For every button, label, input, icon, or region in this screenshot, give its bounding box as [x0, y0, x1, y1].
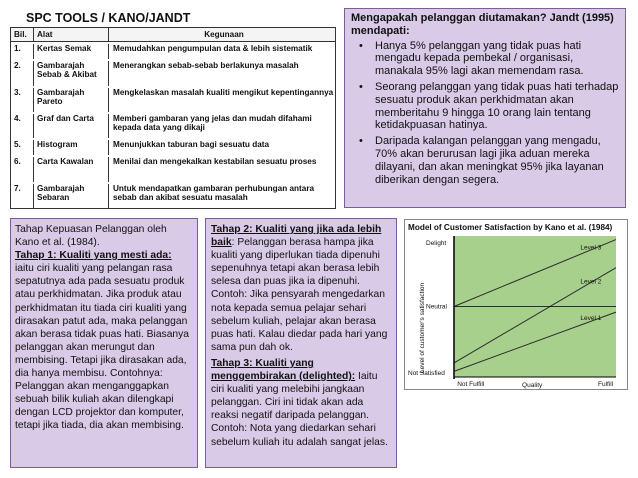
row-tool: Gambarajah Sebaran — [34, 184, 109, 208]
row-tool: Histogram — [34, 140, 109, 155]
row-use: Untuk mendapatkan gambaran perhubungan antara sebab dan akibat sesuatu masalah — [113, 183, 315, 202]
row-tool: Carta Kawalan — [34, 157, 109, 181]
page-title: SPC TOOLS / KANO/JANDT — [26, 11, 191, 25]
header-alat: Alat — [34, 28, 109, 41]
header-kegunaan: Kegunaan — [204, 30, 244, 39]
header-bil: Bil. — [11, 28, 34, 41]
chart-title: Model of Customer Satisfaction by Kano et al. (1984) — [408, 223, 613, 232]
row-tool: Gambarajah Pareto — [34, 88, 109, 112]
table-header — [11, 28, 335, 42]
row-tool: Gambarajah Sebab & Akibat — [34, 61, 109, 85]
stage1-title: Tahap 1: Kualiti yang mesti ada: — [15, 250, 172, 262]
list-item: • Daripada kalangan pelanggan yang mengadu, 70% akan berurusan lagi jika aduan mereka dilayani, dan akan meningkat 95% jika layanan diberikan dengan segera. — [351, 135, 619, 186]
row-use: Menunjukkan taburan bagi sesuatu data — [113, 140, 270, 150]
row-use: Menerangkan sebab-sebab berlakunya masalah — [113, 61, 299, 71]
row-use: Memudahkan pengumpulan data & lebih sistematik — [113, 44, 313, 53]
y-axis-label: Level of customer's satisfaction — [419, 282, 426, 373]
kano-stage2-3-box — [205, 218, 397, 468]
table-row — [11, 86, 335, 112]
row-number: 1. — [11, 44, 34, 59]
jandt-heading: Mengapakah pelanggan diutamakan? Jandt (1995) mendapati: — [351, 12, 614, 37]
series-label: Level 2 — [580, 278, 602, 286]
kano-model-chart — [404, 219, 628, 390]
stage2-text — [211, 223, 391, 354]
table-row — [11, 182, 335, 208]
table-row — [11, 155, 335, 181]
stage3-text — [211, 357, 391, 449]
row-use: Menilai dan mengekalkan kestabilan sesuatu proses — [113, 157, 317, 167]
stage2-title: Tahap 2: Kualiti yang jika ada lebih baik — [211, 224, 382, 249]
jandt-bullet-list — [351, 40, 619, 187]
table-row — [11, 59, 335, 85]
list-item: • Hanya 5% pelanggan yang tidak puas hati mengadu kepada pembekal / organisasi, manakala 95% lagi akan memendam rasa. — [351, 40, 619, 78]
stage1-body: iaitu ciri kualiti yang pelangan rasa sepatutnya ada pada sesuatu produk atau perkhidmatan. Jika produk atau perkhidmatan itu tiada ciri kualiti yang dirasakan patut ada, maka pelanggan akan berasa tidak puas hati. Biasanya pelanggan akan merungut dan membising. Tetapi jika dirasakan ada, dia hanya membisu. Contohnya: Pelanggan akan menganggapkan sebuah bilik kuliah akan dilengkapi dengan LCD projektor dan komputer, tetapi jika tiada, dia akan membising. — [15, 263, 190, 432]
series-label: Level 3 — [580, 244, 602, 252]
table-row — [11, 112, 335, 138]
stage2-body: : Pelanggan berasa hampa jika kualiti yang diperlukan tiada dipenuhi sepenuhnya tetapi akan berasa lebih selesa dan puas jika ia dipenuhi. Contoh: Jika pensyarah mengedarkan nota kepada semua pelajar sehari sebelum kuliah, pelajar akan berasa puas hati. Kalau diedar pada hari yang sama pun dah ok. — [211, 237, 388, 353]
stage3-body: Iaitu ciri kualiti yang melebihi jangkaan pelanggan. Ciri ini tidak akan ada reaksi negatif daripada pelanggan. Contoh: Nota yang diedarkan sehari sebelum kuliah itu adalah sangat jelas. — [211, 371, 388, 448]
row-number: 4. — [11, 114, 34, 138]
y-tick-label: Neutral — [426, 303, 447, 311]
row-number: 5. — [11, 140, 34, 155]
list-item: • Seorang pelanggan yang tidak puas hati terhadap sesuatu produk akan perkhidmatan akan memberitahu 9 hingga 10 orang lain tentang ketidakpuasan hatinya. — [351, 81, 619, 132]
series-label: Level 1 — [580, 315, 602, 323]
row-tool: Graf dan Carta — [34, 114, 109, 138]
x-axis-label: Quality — [522, 382, 543, 389]
y-tick-label: Delight — [426, 240, 447, 248]
row-number: 3. — [11, 88, 34, 112]
table-row — [11, 138, 335, 155]
y-tick-label: Not Satisfied — [408, 370, 445, 377]
x-tick-label: Fulfill — [598, 381, 614, 388]
row-use: Memberi gambaran yang jelas dan mudah difahami kepada data yang dikaji — [113, 113, 312, 132]
row-number: 6. — [11, 157, 34, 181]
row-number: 7. — [11, 184, 34, 208]
row-tool: Kertas Semak — [34, 44, 109, 59]
x-tick-label: Not Fulfill — [457, 381, 485, 388]
row-use: Mengkelaskan masalah kualiti mengikut kepentingannya — [113, 87, 334, 97]
stage3-title: Tahap 3: Kualiti yang menggembirakan (delighted): — [211, 357, 356, 383]
jandt-findings-box — [344, 8, 626, 208]
kano-stage1-box — [10, 218, 198, 468]
row-number: 2. — [11, 61, 34, 85]
stage1-text — [15, 249, 193, 432]
spc-tools-table — [10, 27, 336, 209]
kano-intro: Tahap Kepuasan Pelanggan oleh Kano et al. (1984). — [15, 224, 167, 249]
table-row — [11, 42, 335, 59]
